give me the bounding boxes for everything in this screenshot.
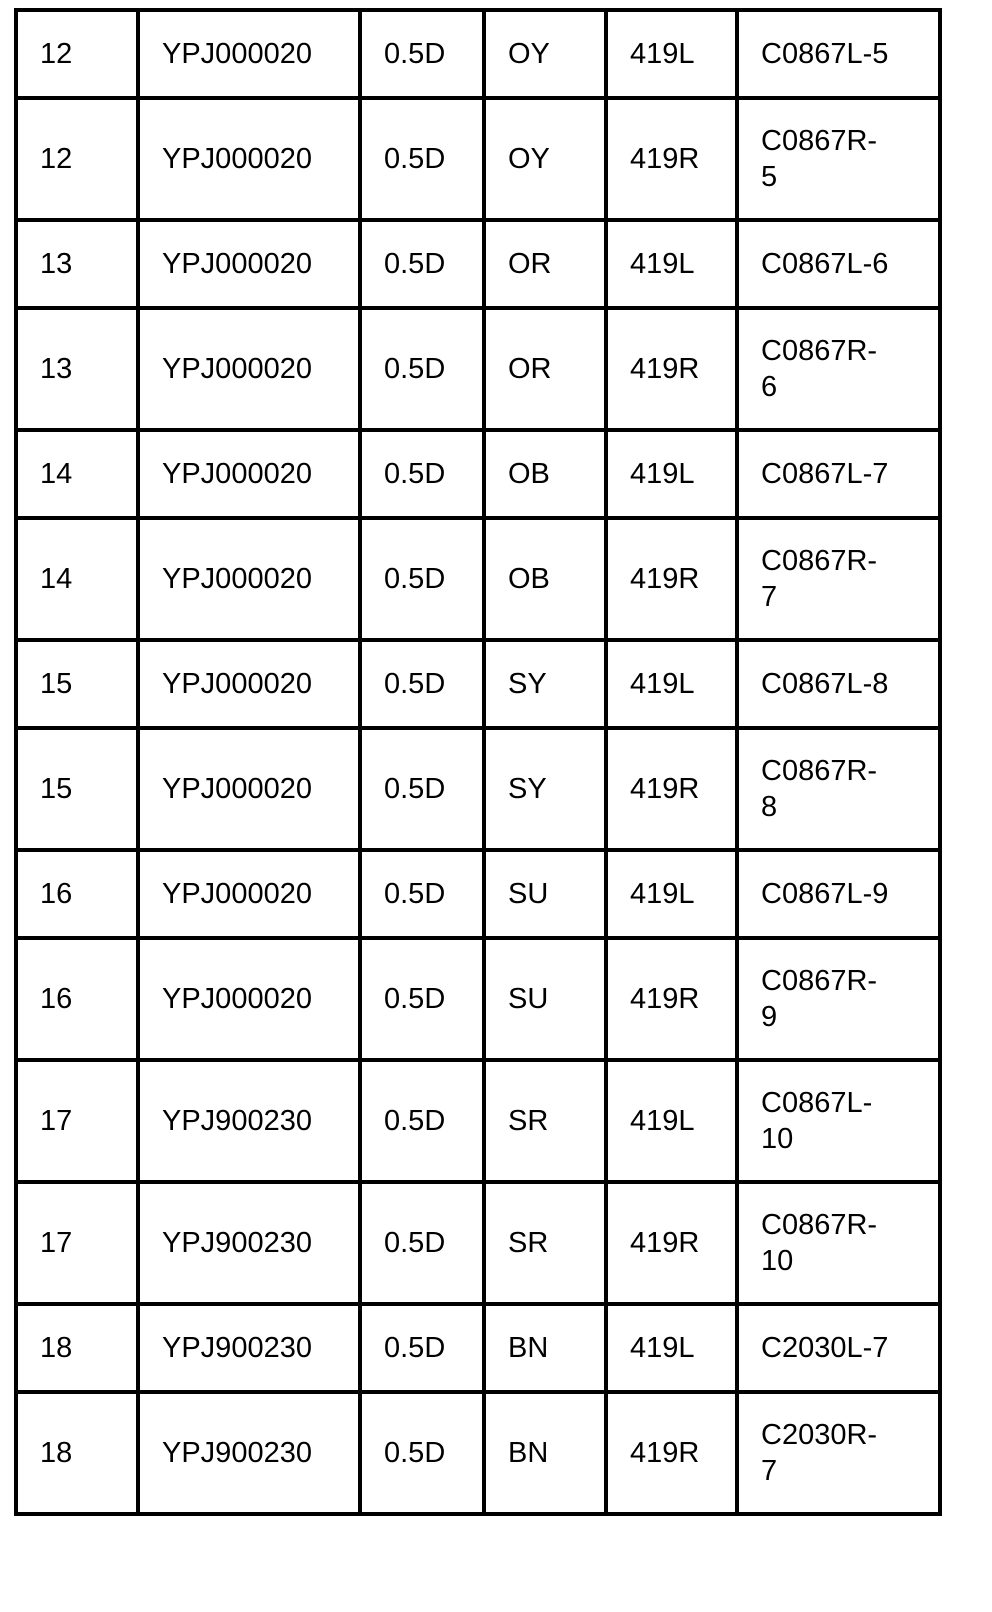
cell-number: 18 <box>16 1392 138 1514</box>
cell-number: 13 <box>16 220 138 308</box>
cell-size: 0.5D <box>360 1060 484 1182</box>
cell-pin: 419R <box>606 728 737 850</box>
cell-size: 0.5D <box>360 220 484 308</box>
cell-size: 0.5D <box>360 10 484 98</box>
table-container <box>14 8 942 1516</box>
connector-code-line: C0867L-8 <box>761 668 889 700</box>
cell-pin: 419L <box>606 10 737 98</box>
cell-number: 17 <box>16 1060 138 1182</box>
connector-code-line: C0867R- <box>761 755 878 787</box>
cell-pin: 419L <box>606 430 737 518</box>
table-row <box>16 308 940 430</box>
table-row <box>16 220 940 308</box>
cell-part-number: YPJ000020 <box>138 430 360 518</box>
connector-code-line: 7 <box>761 1455 778 1487</box>
table-row <box>16 728 940 850</box>
cell-number: 17 <box>16 1182 138 1304</box>
table-row <box>16 938 940 1060</box>
cell-size: 0.5D <box>360 938 484 1060</box>
connector-code-line: C0867L-5 <box>761 38 889 70</box>
table-row <box>16 1392 940 1514</box>
cell-connector-code <box>737 518 940 640</box>
connector-code-line: C0867R- <box>761 1209 878 1241</box>
cell-color-code: OY <box>484 10 606 98</box>
cell-pin: 419R <box>606 938 737 1060</box>
cell-part-number: YPJ000020 <box>138 220 360 308</box>
connector-code-line: C0867R- <box>761 965 878 997</box>
cell-color-code: OB <box>484 518 606 640</box>
cell-connector-code <box>737 938 940 1060</box>
connector-code-line: C0867R- <box>761 125 878 157</box>
cell-part-number: YPJ900230 <box>138 1392 360 1514</box>
cell-number: 16 <box>16 938 138 1060</box>
cell-color-code: OR <box>484 308 606 430</box>
cell-pin: 419R <box>606 98 737 220</box>
cell-part-number: YPJ000020 <box>138 728 360 850</box>
connector-code-line: C0867L- <box>761 1087 873 1119</box>
cell-part-number: YPJ000020 <box>138 10 360 98</box>
connector-code-line: C0867R- <box>761 335 878 367</box>
connector-code-line: C0867L-6 <box>761 248 889 280</box>
cell-pin: 419R <box>606 308 737 430</box>
cell-color-code: SU <box>484 938 606 1060</box>
cell-size: 0.5D <box>360 728 484 850</box>
table-row <box>16 850 940 938</box>
table-row <box>16 1182 940 1304</box>
cell-part-number: YPJ000020 <box>138 98 360 220</box>
cell-number: 12 <box>16 10 138 98</box>
cell-number: 13 <box>16 308 138 430</box>
table-row <box>16 430 940 518</box>
cell-number: 15 <box>16 640 138 728</box>
cell-color-code: BN <box>484 1304 606 1392</box>
data-table <box>14 8 942 1516</box>
table-row <box>16 98 940 220</box>
connector-code-line: 7 <box>761 581 778 613</box>
connector-code-line: 8 <box>761 791 778 823</box>
connector-code-line: C0867L-7 <box>761 458 889 490</box>
cell-color-code: OY <box>484 98 606 220</box>
cell-number: 15 <box>16 728 138 850</box>
cell-connector-code <box>737 308 940 430</box>
cell-part-number: YPJ000020 <box>138 308 360 430</box>
cell-size: 0.5D <box>360 98 484 220</box>
connector-code-line: C0867L-9 <box>761 878 889 910</box>
cell-pin: 419L <box>606 850 737 938</box>
cell-pin: 419L <box>606 640 737 728</box>
cell-connector-code <box>737 1182 940 1304</box>
connector-code-line: 9 <box>761 1001 778 1033</box>
cell-color-code: OB <box>484 430 606 518</box>
cell-pin: 419L <box>606 220 737 308</box>
connector-code-line: C2030L-7 <box>761 1332 889 1364</box>
table-row <box>16 10 940 98</box>
cell-number: 14 <box>16 430 138 518</box>
cell-pin: 419R <box>606 1392 737 1514</box>
cell-size: 0.5D <box>360 1304 484 1392</box>
cell-color-code: SU <box>484 850 606 938</box>
cell-pin: 419L <box>606 1060 737 1182</box>
table-body <box>16 10 940 1514</box>
cell-connector-code <box>737 430 940 518</box>
connector-code-line: C2030R- <box>761 1419 878 1451</box>
cell-connector-code <box>737 1304 940 1392</box>
connector-code-line: 10 <box>761 1123 794 1155</box>
cell-number: 12 <box>16 98 138 220</box>
cell-pin: 419R <box>606 518 737 640</box>
table-row <box>16 1060 940 1182</box>
connector-code-line: 10 <box>761 1245 794 1277</box>
connector-code-line: C0867R- <box>761 545 878 577</box>
cell-color-code: SY <box>484 640 606 728</box>
cell-color-code: SY <box>484 728 606 850</box>
cell-part-number: YPJ000020 <box>138 518 360 640</box>
cell-size: 0.5D <box>360 430 484 518</box>
cell-color-code: OR <box>484 220 606 308</box>
cell-color-code: BN <box>484 1392 606 1514</box>
table-row <box>16 1304 940 1392</box>
cell-size: 0.5D <box>360 850 484 938</box>
connector-code-line: 6 <box>761 371 778 403</box>
cell-part-number: YPJ000020 <box>138 850 360 938</box>
cell-connector-code <box>737 850 940 938</box>
cell-connector-code <box>737 640 940 728</box>
cell-number: 14 <box>16 518 138 640</box>
cell-size: 0.5D <box>360 640 484 728</box>
cell-number: 16 <box>16 850 138 938</box>
cell-connector-code <box>737 1060 940 1182</box>
cell-part-number: YPJ900230 <box>138 1182 360 1304</box>
cell-connector-code <box>737 10 940 98</box>
cell-color-code: SR <box>484 1060 606 1182</box>
cell-part-number: YPJ000020 <box>138 640 360 728</box>
cell-pin: 419L <box>606 1304 737 1392</box>
cell-size: 0.5D <box>360 1182 484 1304</box>
connector-code-line: 5 <box>761 161 778 193</box>
cell-size: 0.5D <box>360 308 484 430</box>
cell-connector-code <box>737 1392 940 1514</box>
cell-number: 18 <box>16 1304 138 1392</box>
table-row <box>16 640 940 728</box>
cell-part-number: YPJ900230 <box>138 1060 360 1182</box>
cell-size: 0.5D <box>360 1392 484 1514</box>
cell-part-number: YPJ900230 <box>138 1304 360 1392</box>
cell-part-number: YPJ000020 <box>138 938 360 1060</box>
cell-color-code: SR <box>484 1182 606 1304</box>
cell-size: 0.5D <box>360 518 484 640</box>
table-row <box>16 518 940 640</box>
cell-connector-code <box>737 728 940 850</box>
cell-connector-code <box>737 220 940 308</box>
cell-connector-code <box>737 98 940 220</box>
cell-pin: 419R <box>606 1182 737 1304</box>
